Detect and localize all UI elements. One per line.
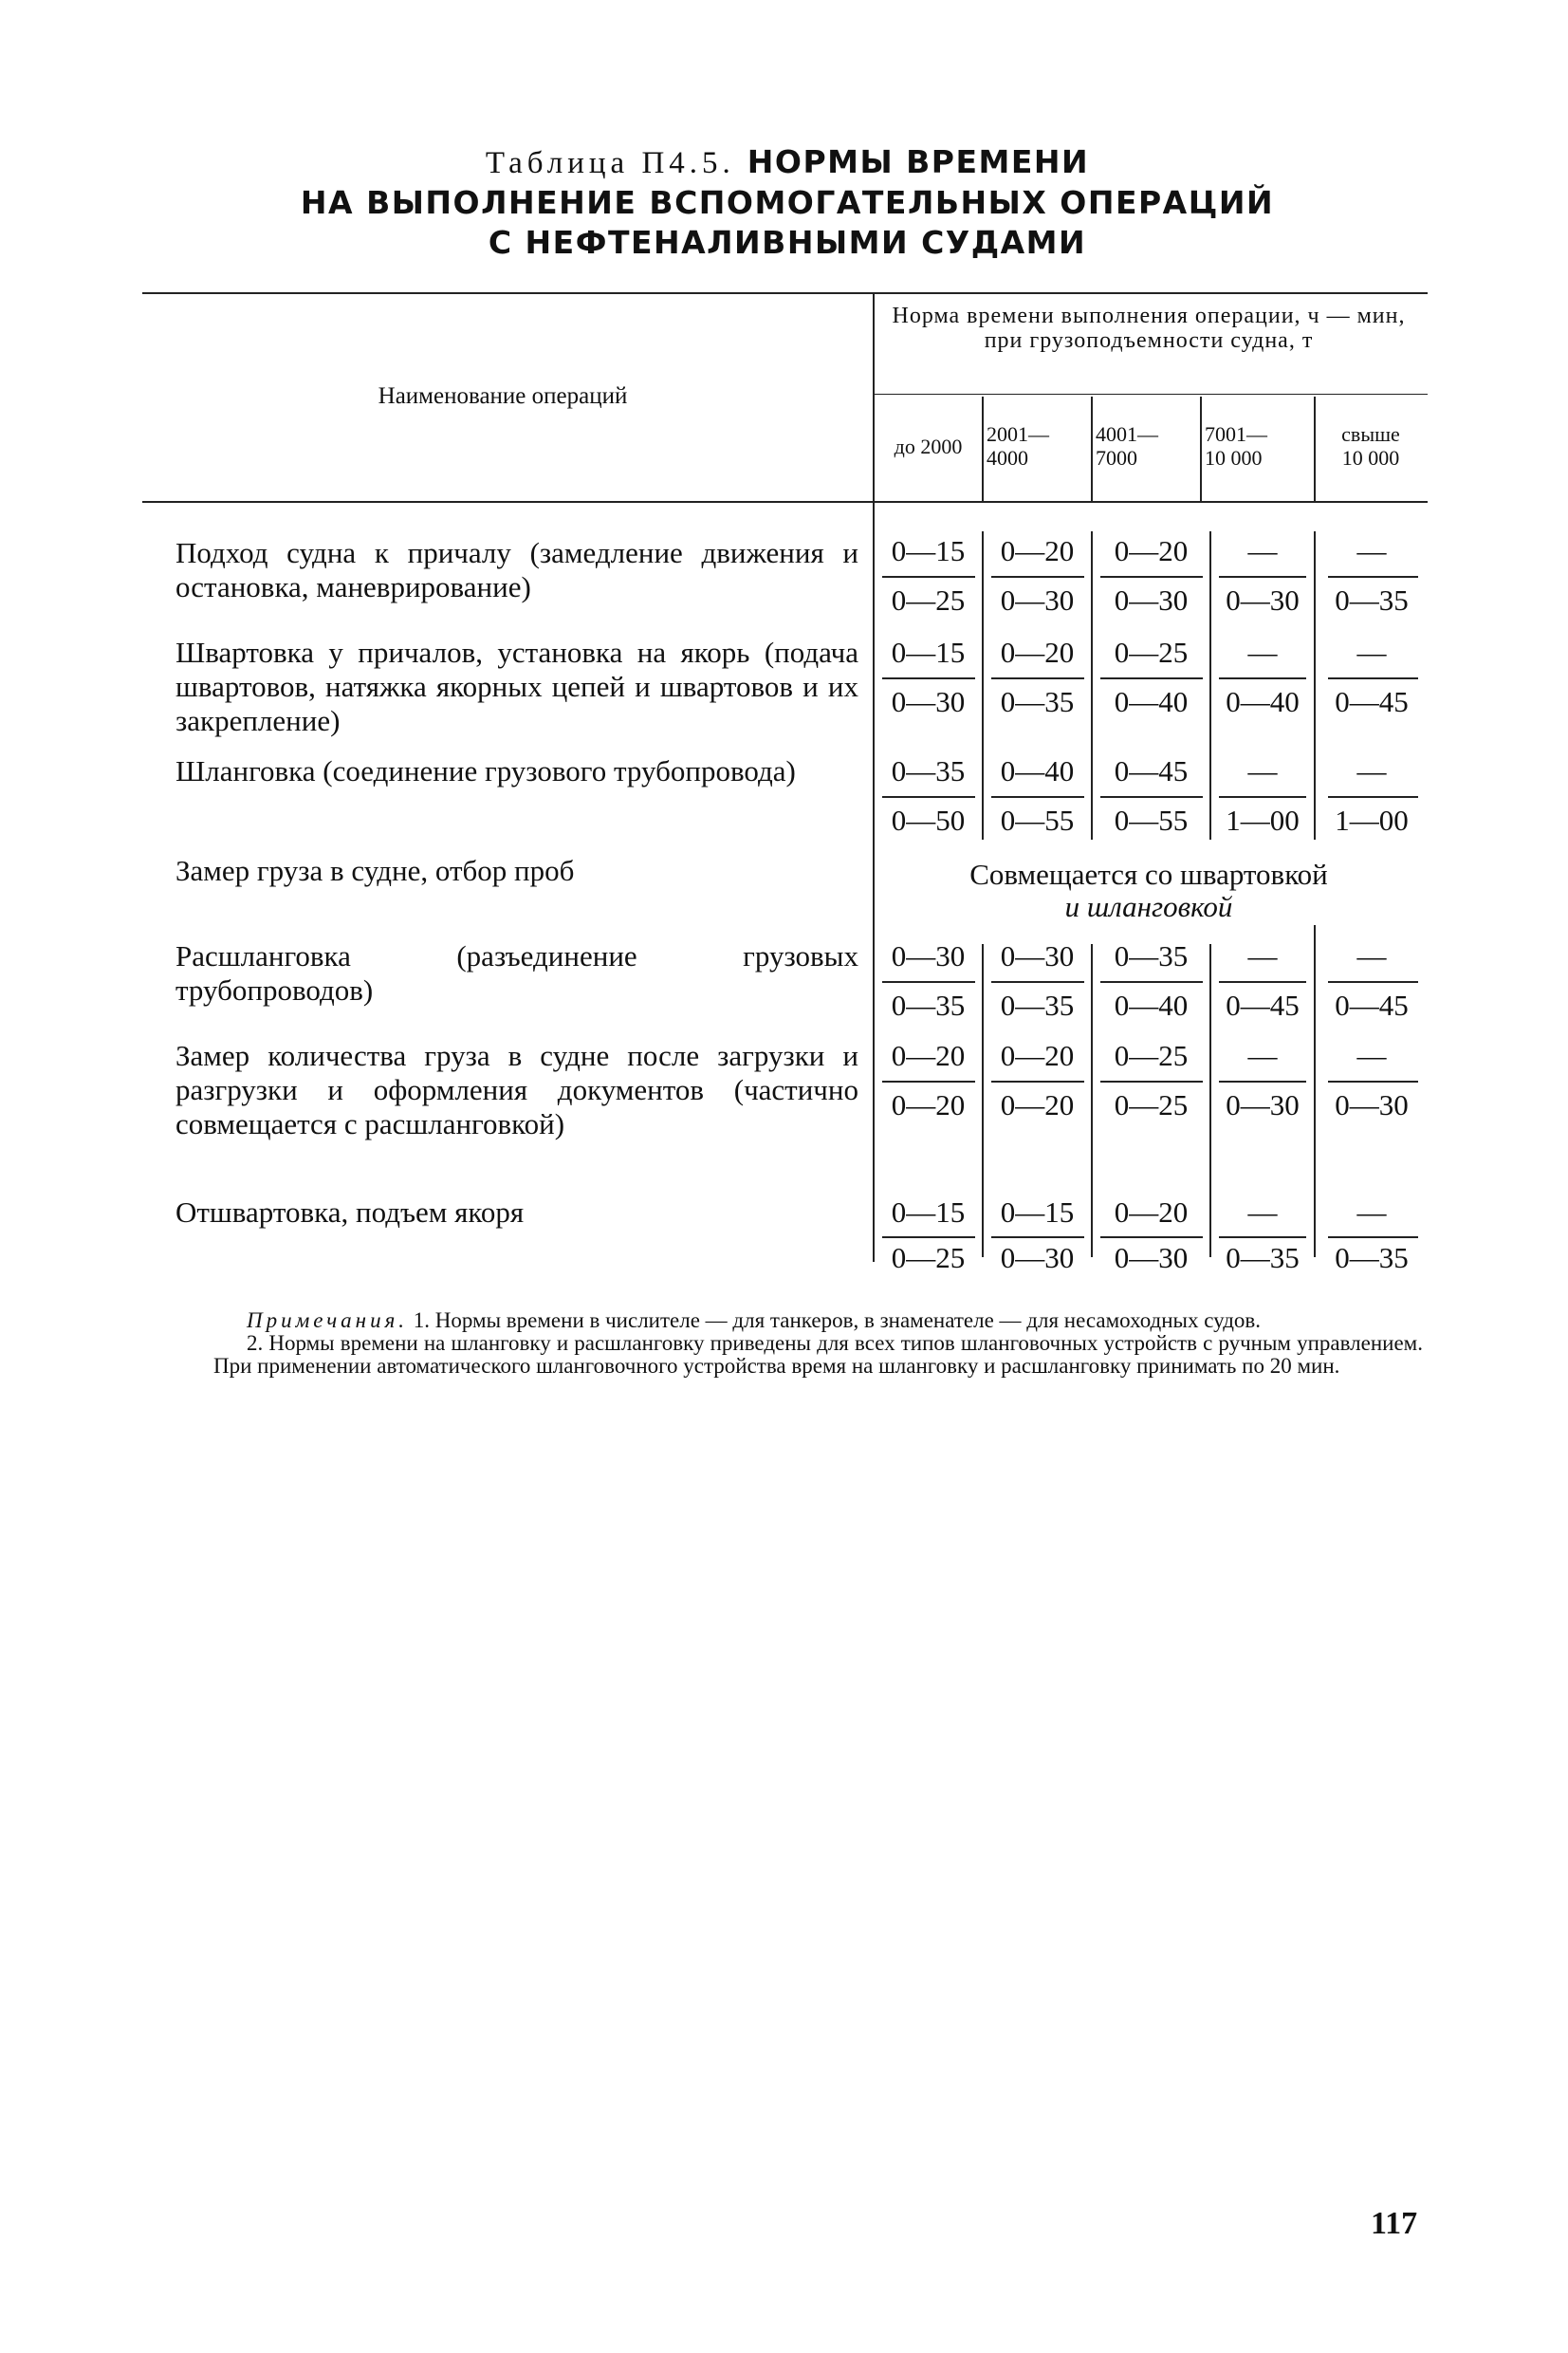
fraction-line-r3-c4 [1219, 796, 1306, 798]
fraction-line-r5-c5 [1328, 981, 1418, 983]
cell-r6-c5-den: 0—30 [1335, 1088, 1409, 1121]
fraction-line-r3-c1 [882, 796, 975, 798]
column-divider-3 [1091, 397, 1093, 501]
cell-r6-c5-num: — [1356, 1039, 1387, 1072]
cell-r5-c1-den: 0—35 [891, 989, 966, 1022]
cell-r6-c1-den: 0—20 [891, 1088, 966, 1121]
fraction-line-r1-c1 [882, 576, 975, 578]
cell-r2-c2-num: 0—20 [1000, 636, 1075, 669]
header-col-4-line-1: 7001— [1205, 422, 1267, 446]
title-line-2: НА ВЫПОЛНЕНИЕ ВСПОМОГАТЕЛЬНЫХ ОПЕРАЦИЙ [300, 184, 1275, 221]
cell-r5-c2-den: 0—35 [1000, 989, 1075, 1022]
cell-r6-c4-den: 0—30 [1226, 1088, 1300, 1121]
fraction-line-r7-c4 [1219, 1236, 1306, 1238]
notes-label: Примечания. [247, 1308, 409, 1332]
header-col-5-line-2: 10 000 [1341, 446, 1400, 470]
column-divider-2 [982, 397, 984, 501]
cell-r7-c5-den: 0—35 [1335, 1241, 1409, 1274]
cell-r1-c4-den: 0—30 [1226, 584, 1300, 617]
operation-name-4: Замер груза в судне, отбор проб [175, 854, 575, 887]
cell-r2-c3-den: 0—40 [1114, 685, 1189, 718]
table-notes [213, 1309, 1423, 1378]
operation-name-5: Расшланговка (разъединение грузовых трубопроводов) [175, 939, 858, 1007]
header-col-3 [1096, 422, 1200, 470]
cell-r1-c3-num: 0—20 [1114, 534, 1189, 567]
merged-cell-r4-line-2: и шланговкой [1064, 890, 1233, 923]
cell-r2-c4-den: 0—40 [1226, 685, 1300, 718]
cell-r3-c4-num: — [1247, 754, 1278, 787]
cell-r2-c1-den: 0—30 [891, 685, 966, 718]
fraction-line-r5-c3 [1100, 981, 1203, 983]
page-number: 117 [1371, 2206, 1418, 2241]
operation-name-6: Замер количества груза в судне после загрузки и разгрузки и оформления документов (частично совмещается с расшланговкой) [175, 1039, 858, 1140]
cell-r3-c5-num: — [1356, 754, 1387, 787]
title-line-3: С НЕФТЕНАЛИВНЫМИ СУДАМИ [488, 224, 1087, 261]
cell-r6-c2-den: 0—20 [1000, 1088, 1075, 1121]
header-norm: Норма времени выполнения операции, ч — мин, при грузоподъемности судна, т [892, 304, 1406, 353]
cell-r3-c4-den: 1—00 [1226, 804, 1300, 837]
cell-r7-c2-num: 0—15 [1000, 1195, 1075, 1229]
fraction-line-r3-c5 [1328, 796, 1418, 798]
cell-r3-c1-num: 0—35 [891, 754, 966, 787]
fraction-line-r6-c2 [991, 1081, 1084, 1083]
operation-name-1: Подход судна к причалу (замедление движения и остановка, маневрирование) [175, 536, 858, 603]
cell-r5-c4-num: — [1247, 939, 1278, 973]
cell-r6-c3-den: 0—25 [1114, 1088, 1189, 1121]
cell-r7-c2-den: 0—30 [1000, 1241, 1075, 1274]
fraction-line-r6-c5 [1328, 1081, 1418, 1083]
header-col-2-line-2: 4000 [987, 446, 1028, 470]
cell-r5-c1-num: 0—30 [891, 939, 966, 973]
cell-r3-c5-den: 1—00 [1335, 804, 1409, 837]
fraction-line-r7-c3 [1100, 1236, 1203, 1238]
header-col-1-line-1: до 2000 [894, 435, 963, 458]
cell-r3-c3-num: 0—45 [1114, 754, 1189, 787]
header-col-5 [1319, 422, 1423, 470]
fraction-line-r1-c3 [1100, 576, 1203, 578]
header-norm-underline [875, 394, 1428, 395]
note-1-paragraph [213, 1309, 1423, 1332]
operation-name-2: Швартовка у причалов, установка на якорь (подача швартовов, натяжка якорных цепей и швартовов и их закрепление) [175, 636, 858, 737]
cell-r5-c3-num: 0—35 [1114, 939, 1189, 973]
cell-r1-c2-num: 0—20 [1000, 534, 1075, 567]
cell-r2-c4-num: — [1247, 636, 1278, 669]
merged-cell-r4-line-1: Совмещается со швартовкой [969, 858, 1328, 891]
header-col-4-line-2: 10 000 [1205, 446, 1263, 470]
fraction-line-r1-c5 [1328, 576, 1418, 578]
table-number: Таблица П4.5. [485, 146, 735, 180]
cell-r5-c4-den: 0—45 [1226, 989, 1300, 1022]
cell-r5-c3-den: 0—40 [1114, 989, 1189, 1022]
cell-r5-c5-num: — [1356, 939, 1387, 973]
cell-r1-c1-num: 0—15 [891, 534, 966, 567]
cell-r3-c2-den: 0—55 [1000, 804, 1075, 837]
fraction-line-r1-c2 [991, 576, 1084, 578]
cell-r5-c2-num: 0—30 [1000, 939, 1075, 973]
cell-r7-c1-num: 0—15 [891, 1195, 966, 1229]
cell-r5-c5-den: 0—45 [1335, 989, 1409, 1022]
cell-r3-c2-num: 0—40 [1000, 754, 1075, 787]
fraction-line-r5-c4 [1219, 981, 1306, 983]
fraction-line-r5-c1 [882, 981, 975, 983]
cell-r1-c5-den: 0—35 [1335, 584, 1409, 617]
cell-r1-c1-den: 0—25 [891, 584, 966, 617]
fraction-line-r5-c2 [991, 981, 1084, 983]
column-divider-4 [1200, 397, 1202, 501]
fraction-line-r7-c5 [1328, 1236, 1418, 1238]
fraction-line-r2-c1 [882, 677, 975, 679]
cell-r3-c1-den: 0—50 [891, 804, 966, 837]
cell-r3-c3-den: 0—55 [1114, 804, 1189, 837]
note-1: 1. Нормы времени в числителе — для танкеров, в знаменателе — для несамоходных судов. [413, 1308, 1262, 1332]
cell-r7-c3-num: 0—20 [1114, 1195, 1189, 1229]
fraction-line-r7-c1 [882, 1236, 975, 1238]
cell-r6-c2-num: 0—20 [1000, 1039, 1075, 1072]
cell-r7-c1-den: 0—25 [891, 1241, 966, 1274]
cell-r7-c4-num: — [1247, 1195, 1278, 1229]
fraction-line-r7-c2 [991, 1236, 1084, 1238]
fraction-line-r3-c3 [1100, 796, 1203, 798]
fraction-line-r3-c2 [991, 796, 1084, 798]
header-operations: Наименование операций [378, 383, 628, 409]
column-divider-5 [1314, 397, 1316, 501]
table-title [142, 142, 1432, 263]
table-top-rule [142, 292, 1428, 294]
cell-r7-c5-num: — [1356, 1195, 1387, 1229]
fraction-line-r2-c5 [1328, 677, 1418, 679]
fraction-line-r6-c1 [882, 1081, 975, 1083]
fraction-line-r6-c3 [1100, 1081, 1203, 1083]
operation-name-3: Шланговка (соединение грузового трубопровода) [175, 754, 796, 787]
header-col-3-line-2: 7000 [1096, 446, 1137, 470]
fraction-line-r2-c4 [1219, 677, 1306, 679]
cell-r6-c3-num: 0—25 [1114, 1039, 1189, 1072]
fraction-line-r2-c2 [991, 677, 1084, 679]
cell-r6-c4-num: — [1247, 1039, 1278, 1072]
fraction-line-r6-c4 [1219, 1081, 1306, 1083]
title-text-1: НОРМЫ ВРЕМЕНИ [747, 143, 1090, 180]
fraction-line-r1-c4 [1219, 576, 1306, 578]
cell-r2-c1-num: 0—15 [891, 636, 966, 669]
cell-r6-c1-num: 0—20 [891, 1039, 966, 1072]
note-2: 2. Нормы времени на шланговку и расшланговку приведены для всех типов шланговочных устройств с ручным управлением. При применении автоматического шланговочного устройства время на шланговку и расшланговку принимать по 20 мин. [213, 1331, 1423, 1378]
header-bottom-rule [142, 501, 1428, 503]
header-col-1 [875, 435, 982, 458]
cell-r2-c3-num: 0—25 [1114, 636, 1189, 669]
header-col-5-line-1: свыше [1341, 422, 1400, 446]
header-col-4 [1205, 422, 1309, 470]
operation-name-7: Отшвартовка, подъем якоря [175, 1195, 525, 1229]
cell-r7-c4-den: 0—35 [1226, 1241, 1300, 1274]
fraction-line-r2-c3 [1100, 677, 1203, 679]
cell-r7-c3-den: 0—30 [1114, 1241, 1189, 1274]
header-col-3-line-1: 4001— [1096, 422, 1158, 446]
header-col-2-line-1: 2001— [987, 422, 1049, 446]
cell-r2-c5-num: — [1356, 636, 1387, 669]
cell-r2-c5-den: 0—45 [1335, 685, 1409, 718]
title-line-1 [142, 142, 1432, 183]
cell-r1-c2-den: 0—30 [1000, 584, 1075, 617]
cell-r1-c5-num: — [1356, 534, 1387, 567]
cell-r1-c4-num: — [1247, 534, 1278, 567]
cell-r2-c2-den: 0—35 [1000, 685, 1075, 718]
merged-cell-r4 [875, 859, 1423, 923]
header-col-2 [987, 422, 1091, 470]
cell-r1-c3-den: 0—30 [1114, 584, 1189, 617]
